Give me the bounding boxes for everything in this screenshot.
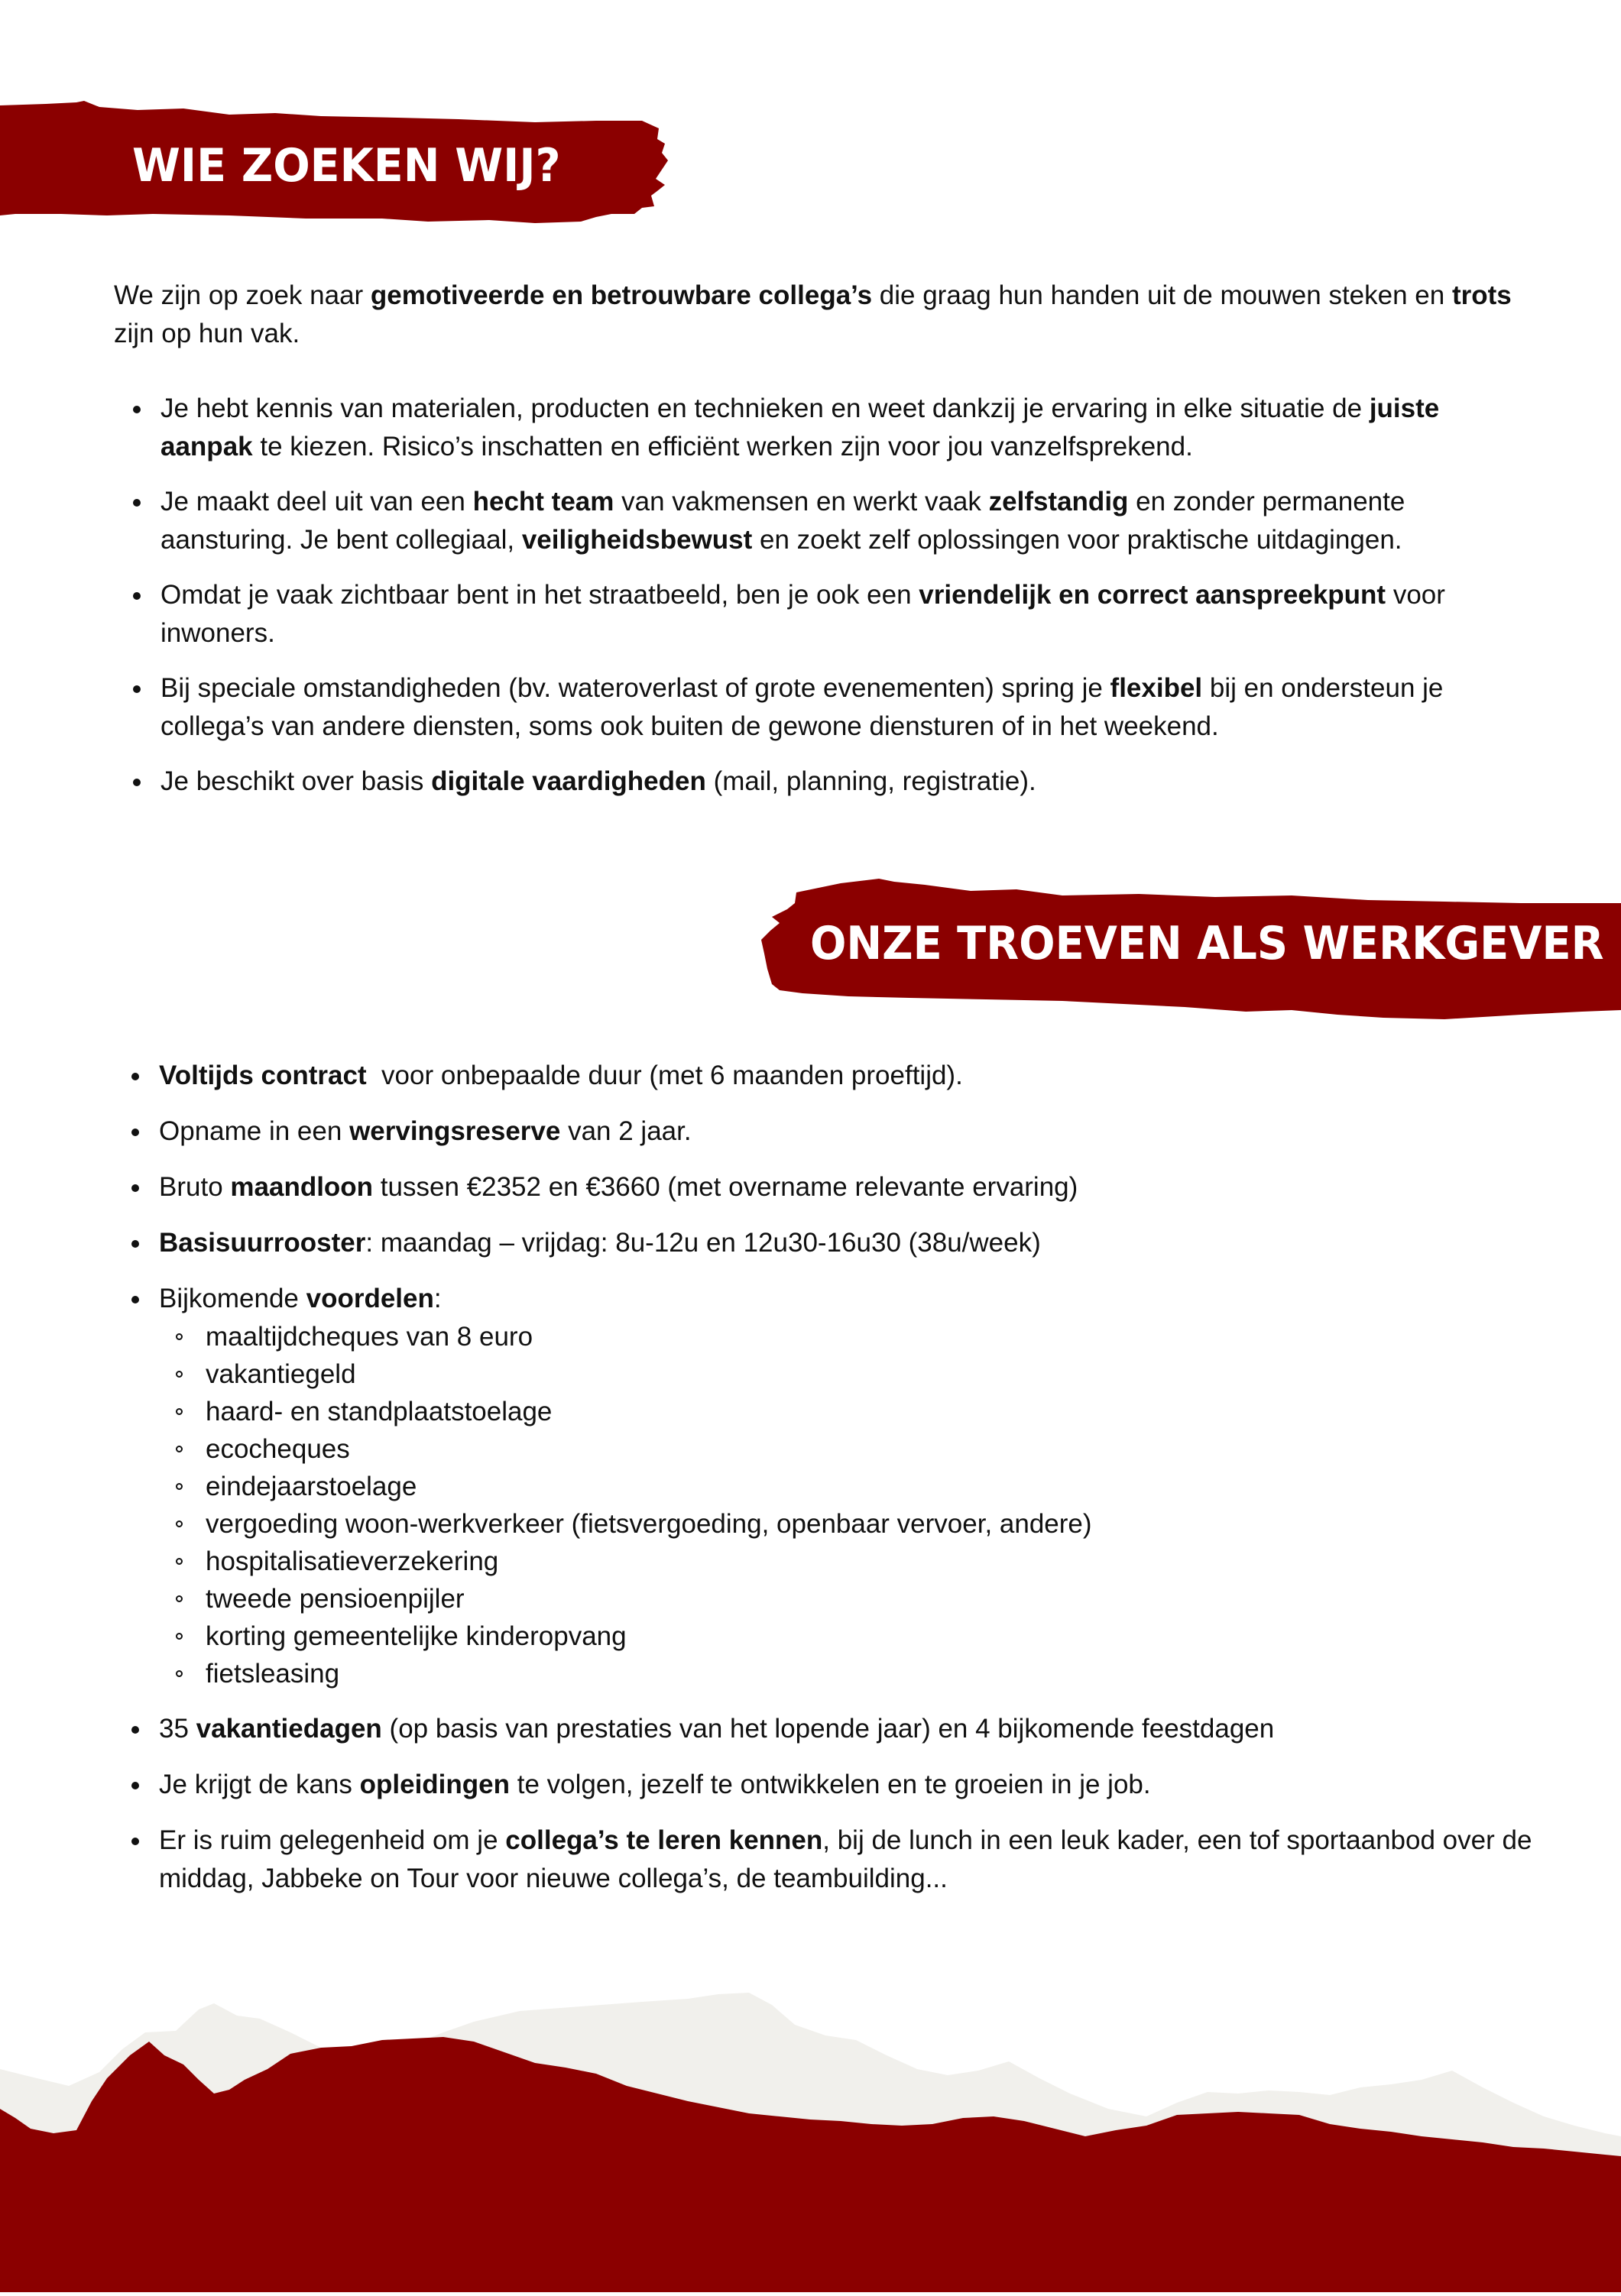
text-run: en zonder permanente aansturing. Je bent collegiaal, xyxy=(160,487,1405,555)
emphasis: maandloon xyxy=(230,1172,374,1202)
sub-list-item: hospitalisatieverzekering xyxy=(159,1543,1535,1580)
text-run: (mail, planning, registratie). xyxy=(705,766,1036,796)
sub-list-item: vergoeding woon-werkverkeer (fietsvergoeding, openbaar vervoer, andere) xyxy=(159,1505,1535,1543)
emphasis: gemotiveerde en betrouwbare collega’s xyxy=(370,280,873,310)
list-item xyxy=(115,390,1536,466)
emphasis: wervingsreserve xyxy=(349,1116,561,1146)
list-item xyxy=(115,669,1536,746)
emphasis: veiligheidsbewust xyxy=(521,525,753,555)
list-item xyxy=(115,763,1536,801)
sub-list-item: maaltijdcheques van 8 euro xyxy=(159,1318,1535,1355)
section-banner-wie-zoeken-wij xyxy=(0,99,676,233)
list-item xyxy=(113,1057,1535,1095)
text-run: Je hebt kennis van materialen, producten en technieken en weet dankzij je ervaring in elke situatie de xyxy=(160,393,1370,423)
emphasis: juiste aanpak xyxy=(160,393,1440,461)
emphasis: Voltijds contract xyxy=(159,1061,367,1090)
text-run: van vakmensen en werkt vaak xyxy=(614,487,989,517)
text-run: Er is ruim gelegenheid om je xyxy=(159,1825,506,1855)
text-run: Je krijgt de kans xyxy=(159,1770,360,1799)
text-run: voor inwoners. xyxy=(160,580,1445,648)
sub-list-item: fietsleasing xyxy=(159,1655,1535,1692)
emphasis: opleidingen xyxy=(359,1770,511,1799)
list-item xyxy=(113,1766,1535,1804)
text-run: Omdat je vaak zichtbaar bent in het straatbeeld, ben je ook een xyxy=(160,580,919,610)
sub-list-item: ecocheques xyxy=(159,1430,1535,1468)
text-run: Je maakt deel uit van een xyxy=(160,487,473,517)
text-run: We zijn op zoek naar xyxy=(114,280,371,310)
emphasis: vakantiedagen xyxy=(196,1714,382,1744)
list-item xyxy=(113,1112,1535,1151)
text-run: en zoekt zelf oplossingen voor praktische uitdagingen. xyxy=(752,525,1402,555)
text-run: : maandag – vrijdag: 8u-12u en 12u30-16u30 (38u/week) xyxy=(365,1228,1041,1258)
emphasis: hecht team xyxy=(472,487,614,517)
sub-list-item: haard- en standplaatstoelage xyxy=(159,1393,1535,1430)
emphasis: vriendelijk en correct aanspreekpunt xyxy=(919,580,1386,610)
requirements-list xyxy=(115,390,1536,818)
emphasis: zelfstandig xyxy=(988,487,1129,517)
text-run: tussen €2352 en €3660 (met overname relevante ervaring) xyxy=(373,1172,1078,1202)
benefits-sublist xyxy=(159,1318,1535,1692)
list-item xyxy=(113,1224,1535,1262)
emphasis: Basisuurrooster xyxy=(159,1228,366,1258)
emphasis: digitale vaardigheden xyxy=(431,766,706,796)
section-heading: WIE ZOEKEN WIJ? xyxy=(132,139,561,193)
sub-list-item: eindejaarstoelage xyxy=(159,1468,1535,1505)
text-run: bij en ondersteun je collega’s van andere diensten, soms ook buiten de gewone diensturen of in het weekend. xyxy=(160,673,1444,741)
sub-list-item: tweede pensioenpijler xyxy=(159,1580,1535,1618)
list-item xyxy=(113,1168,1535,1206)
list-item xyxy=(113,1822,1535,1898)
text-run: voor onbepaalde duur (met 6 maanden proeftijd). xyxy=(366,1061,963,1090)
sub-list-item: korting gemeentelijke kinderopvang xyxy=(159,1618,1535,1655)
text-run: te kiezen. Risico’s inschatten en efficiënt werken zijn voor jou vanzelfsprekend. xyxy=(252,432,1193,461)
emphasis: collega’s te leren kennen xyxy=(505,1825,823,1855)
intro-paragraph xyxy=(114,277,1528,353)
text-run: die graag hun handen uit de mouwen steken en xyxy=(872,280,1452,310)
text-run: , bij de lunch in een leuk kader, een tof sportaanbod over de middag, Jabbeke on Tour voor nieuwe collega’s, de teambuilding... xyxy=(159,1825,1532,1893)
text-run: Bruto xyxy=(159,1172,231,1202)
text-run: (op basis van prestaties van het lopende jaar) en 4 bijkomende feestdagen xyxy=(381,1714,1275,1744)
emphasis: voordelen xyxy=(306,1284,434,1313)
list-item xyxy=(115,483,1536,559)
list-item xyxy=(113,1280,1535,1692)
torn-paper-shape xyxy=(0,1979,1621,2292)
footer-torn-paper-decoration xyxy=(0,1979,1621,2292)
section-banner-onze-troeven xyxy=(757,870,1621,1021)
text-run: : xyxy=(433,1284,442,1313)
list-item xyxy=(115,576,1536,653)
emphasis: flexibel xyxy=(1110,673,1203,703)
list-item xyxy=(113,1710,1535,1748)
text-run: Bij speciale omstandigheden (bv. wateroverlast of grote evenementen) spring je xyxy=(160,673,1110,703)
text-run: zijn op hun vak. xyxy=(114,319,300,348)
text-run: 35 xyxy=(159,1714,196,1744)
section-heading: ONZE TROEVEN ALS WERKGEVER xyxy=(810,917,1604,970)
text-run: te volgen, jezelf te ontwikkelen en te groeien in je job. xyxy=(510,1770,1151,1799)
sub-list-item: vakantiegeld xyxy=(159,1355,1535,1393)
emphasis: trots xyxy=(1451,280,1512,310)
text-run: Opname in een xyxy=(159,1116,350,1146)
text-run: Je beschikt over basis xyxy=(160,766,432,796)
text-run: van 2 jaar. xyxy=(560,1116,692,1146)
benefits-list xyxy=(113,1057,1535,1915)
text-run: Bijkomende xyxy=(159,1284,306,1313)
